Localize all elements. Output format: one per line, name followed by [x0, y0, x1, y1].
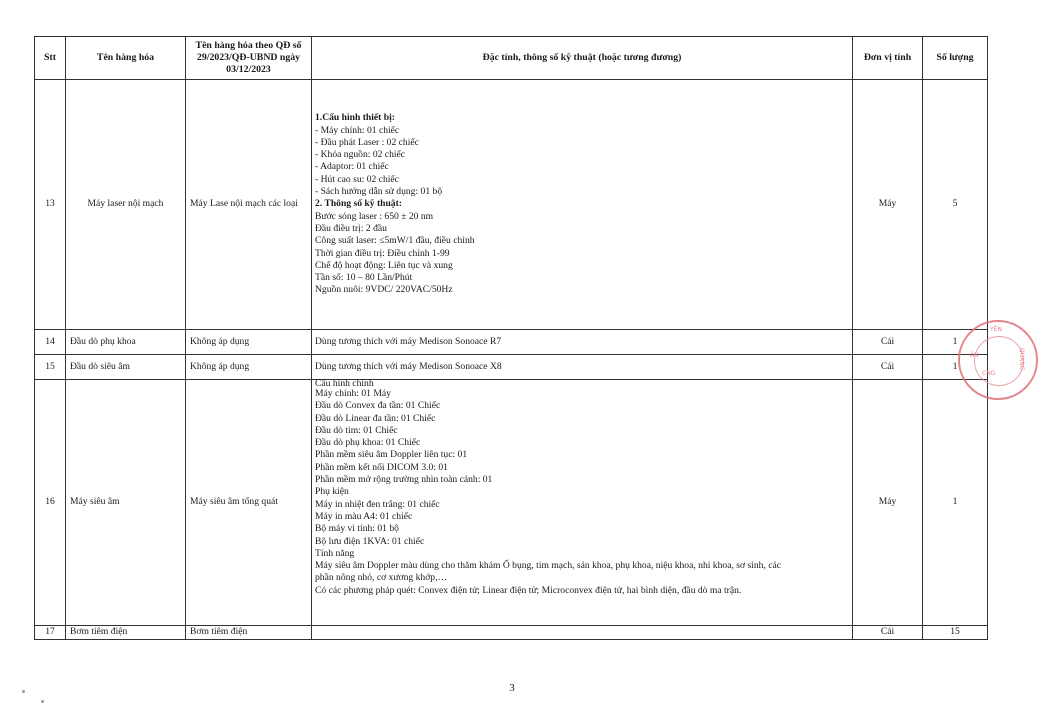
spec-line: Dùng tương thích với máy Medison Sonoace X8 — [315, 360, 502, 372]
equipment-table — [34, 36, 988, 640]
cell-unit: Cái — [853, 355, 923, 380]
cell-stt: 17 — [35, 626, 66, 640]
seal-text-center: CNG — [982, 370, 996, 377]
header-name: Tên hàng hóa — [66, 37, 186, 80]
spec-line: Cấu hình chính — [315, 378, 374, 389]
spec-line: Dùng tương thích với máy Medison Sonoace R7 — [315, 335, 502, 347]
scan-dot — [41, 700, 44, 703]
header-stt: Stt — [35, 37, 66, 80]
table-row — [35, 80, 988, 330]
cell-unit: Cái — [853, 330, 923, 355]
spec-line: - Máy chính: 01 chiếc — [315, 124, 400, 136]
cell-name: Đầu dò siêu âm — [66, 355, 186, 380]
cell-decision-name: Máy siêu âm tổng quát — [186, 380, 312, 626]
cell-specs — [312, 355, 853, 380]
cell-qty: 1 — [923, 330, 988, 355]
cell-qty: 1 — [923, 380, 988, 626]
spec-line: - Khóa nguồn: 02 chiếc — [315, 149, 406, 161]
spec-line: Bộ máy vi tính: 01 bộ — [315, 523, 399, 535]
spec-line: Đầu dò Convex đa tần: 01 Chiếc — [315, 400, 441, 412]
cell-decision-name: Không áp dụng — [186, 355, 312, 380]
cell-specs — [312, 380, 853, 626]
cell-stt: 16 — [35, 380, 66, 626]
spec-line: Máy chính: 01 Máy — [315, 388, 391, 399]
cell-qty: 1 — [923, 355, 988, 380]
spec-line: Máy in màu A4: 01 chiếc — [315, 510, 413, 522]
spec-line: Phần mềm kết nối DICOM 3.0: 01 — [315, 461, 448, 473]
spec-line: Nguồn nuôi: 9VDC/ 220VAC/50Hz — [315, 284, 453, 296]
table-row — [35, 330, 988, 355]
spec-line: Phụ kiện — [315, 486, 349, 498]
seal-text-left: ÂN — [970, 352, 979, 359]
cell-decision-name: Bơm tiêm điện — [186, 626, 312, 640]
seal-text-right: QUANG — [1018, 348, 1025, 371]
spec-line: 1.Cấu hình thiết bị: — [315, 112, 395, 124]
cell-name: Máy siêu âm — [66, 380, 186, 626]
cell-name: Máy laser nội mạch — [66, 80, 186, 330]
spec-line: Máy in nhiệt đen trắng: 01 chiếc — [315, 498, 440, 510]
spec-line: Đầu dò phụ khoa: 01 Chiếc — [315, 437, 421, 449]
header-decision-name: Tên hàng hóa theo QĐ số 29/2023/QĐ-UBND ngày 03/12/2023 — [186, 37, 312, 80]
spec-line: Bước sóng laser : 650 ± 20 nm — [315, 210, 434, 222]
spec-line: Đầu điều trị: 2 đầu — [315, 222, 387, 234]
spec-line: Tính năng — [315, 547, 355, 559]
cell-specs — [312, 330, 853, 355]
spec-line: Đầu dò Linear đa tần: 01 Chiếc — [315, 412, 436, 424]
cell-stt: 14 — [35, 330, 66, 355]
cell-unit: Máy — [853, 80, 923, 330]
cell-unit: Cái — [853, 626, 923, 640]
spec-line: Máy siêu âm Doppler màu dùng cho thăm khám Ổ bụng, tim mạch, sản khoa, phụ khoa, niệu khoa, nhi khoa, sơ sinh, các — [315, 560, 782, 572]
official-seal — [958, 320, 1038, 400]
spec-line: 2. Thông số kỹ thuật: — [315, 198, 402, 210]
page-number: 3 — [509, 682, 515, 694]
header-qty: Số lượng — [923, 37, 988, 80]
table-row — [35, 380, 988, 626]
spec-line: Bộ lưu điện 1KVA: 01 chiếc — [315, 535, 425, 547]
cell-qty: 5 — [923, 80, 988, 330]
cell-name: Bơm tiêm điện — [66, 626, 186, 640]
spec-line: - Đầu phát Laser : 02 chiếc — [315, 136, 419, 148]
spec-line: phần nông nhỏ, cơ xương khớp,… — [315, 572, 448, 584]
seal-inner-ring — [974, 336, 1024, 386]
spec-line: - Sách hướng dẫn sử dụng: 01 bộ — [315, 186, 443, 198]
spec-line: Công suất laser: ≤5mW/1 đầu, điều chỉnh — [315, 235, 475, 247]
table-row — [35, 626, 988, 640]
spec-line: Chế độ hoạt động: Liên tục và xung — [315, 259, 453, 271]
cell-decision-name: Không áp dụng — [186, 330, 312, 355]
cell-stt: 13 — [35, 80, 66, 330]
spec-line: - Adaptor: 01 chiếc — [315, 161, 389, 173]
seal-text-top: YÊN — [990, 326, 1002, 333]
cell-stt: 15 — [35, 355, 66, 380]
cell-specs — [312, 80, 853, 330]
header-specs: Đặc tính, thông số kỹ thuật (hoặc tương đương) — [312, 37, 853, 80]
spec-line: Tần số: 10 – 80 Lần/Phút — [315, 272, 413, 284]
cell-unit: Máy — [853, 380, 923, 626]
table-row — [35, 355, 988, 380]
cell-specs — [312, 626, 853, 640]
cell-qty: 15 — [923, 626, 988, 640]
cell-name: Đầu dò phụ khoa — [66, 330, 186, 355]
spec-line: - Hút cao su: 02 chiếc — [315, 173, 399, 185]
header-unit: Đơn vị tính — [853, 37, 923, 80]
cell-decision-name: Máy Lase nội mạch các loại — [186, 80, 312, 330]
spec-line: Thời gian điều trị: Điều chỉnh 1-99 — [315, 247, 450, 259]
header-row — [35, 37, 988, 80]
spec-line: Có các phương pháp quét: Convex điện tử; Linear điện tử; Microconvex điện tử, hai bình diện, đầu dò ma trận. — [315, 584, 742, 596]
spec-line: Phần mềm siêu âm Doppler liên tục: 01 — [315, 449, 468, 461]
spec-line: Đầu dò tim: 01 Chiếc — [315, 424, 398, 436]
spec-line: Phần mềm mở rộng trường nhìn toàn cảnh: 01 — [315, 474, 493, 486]
